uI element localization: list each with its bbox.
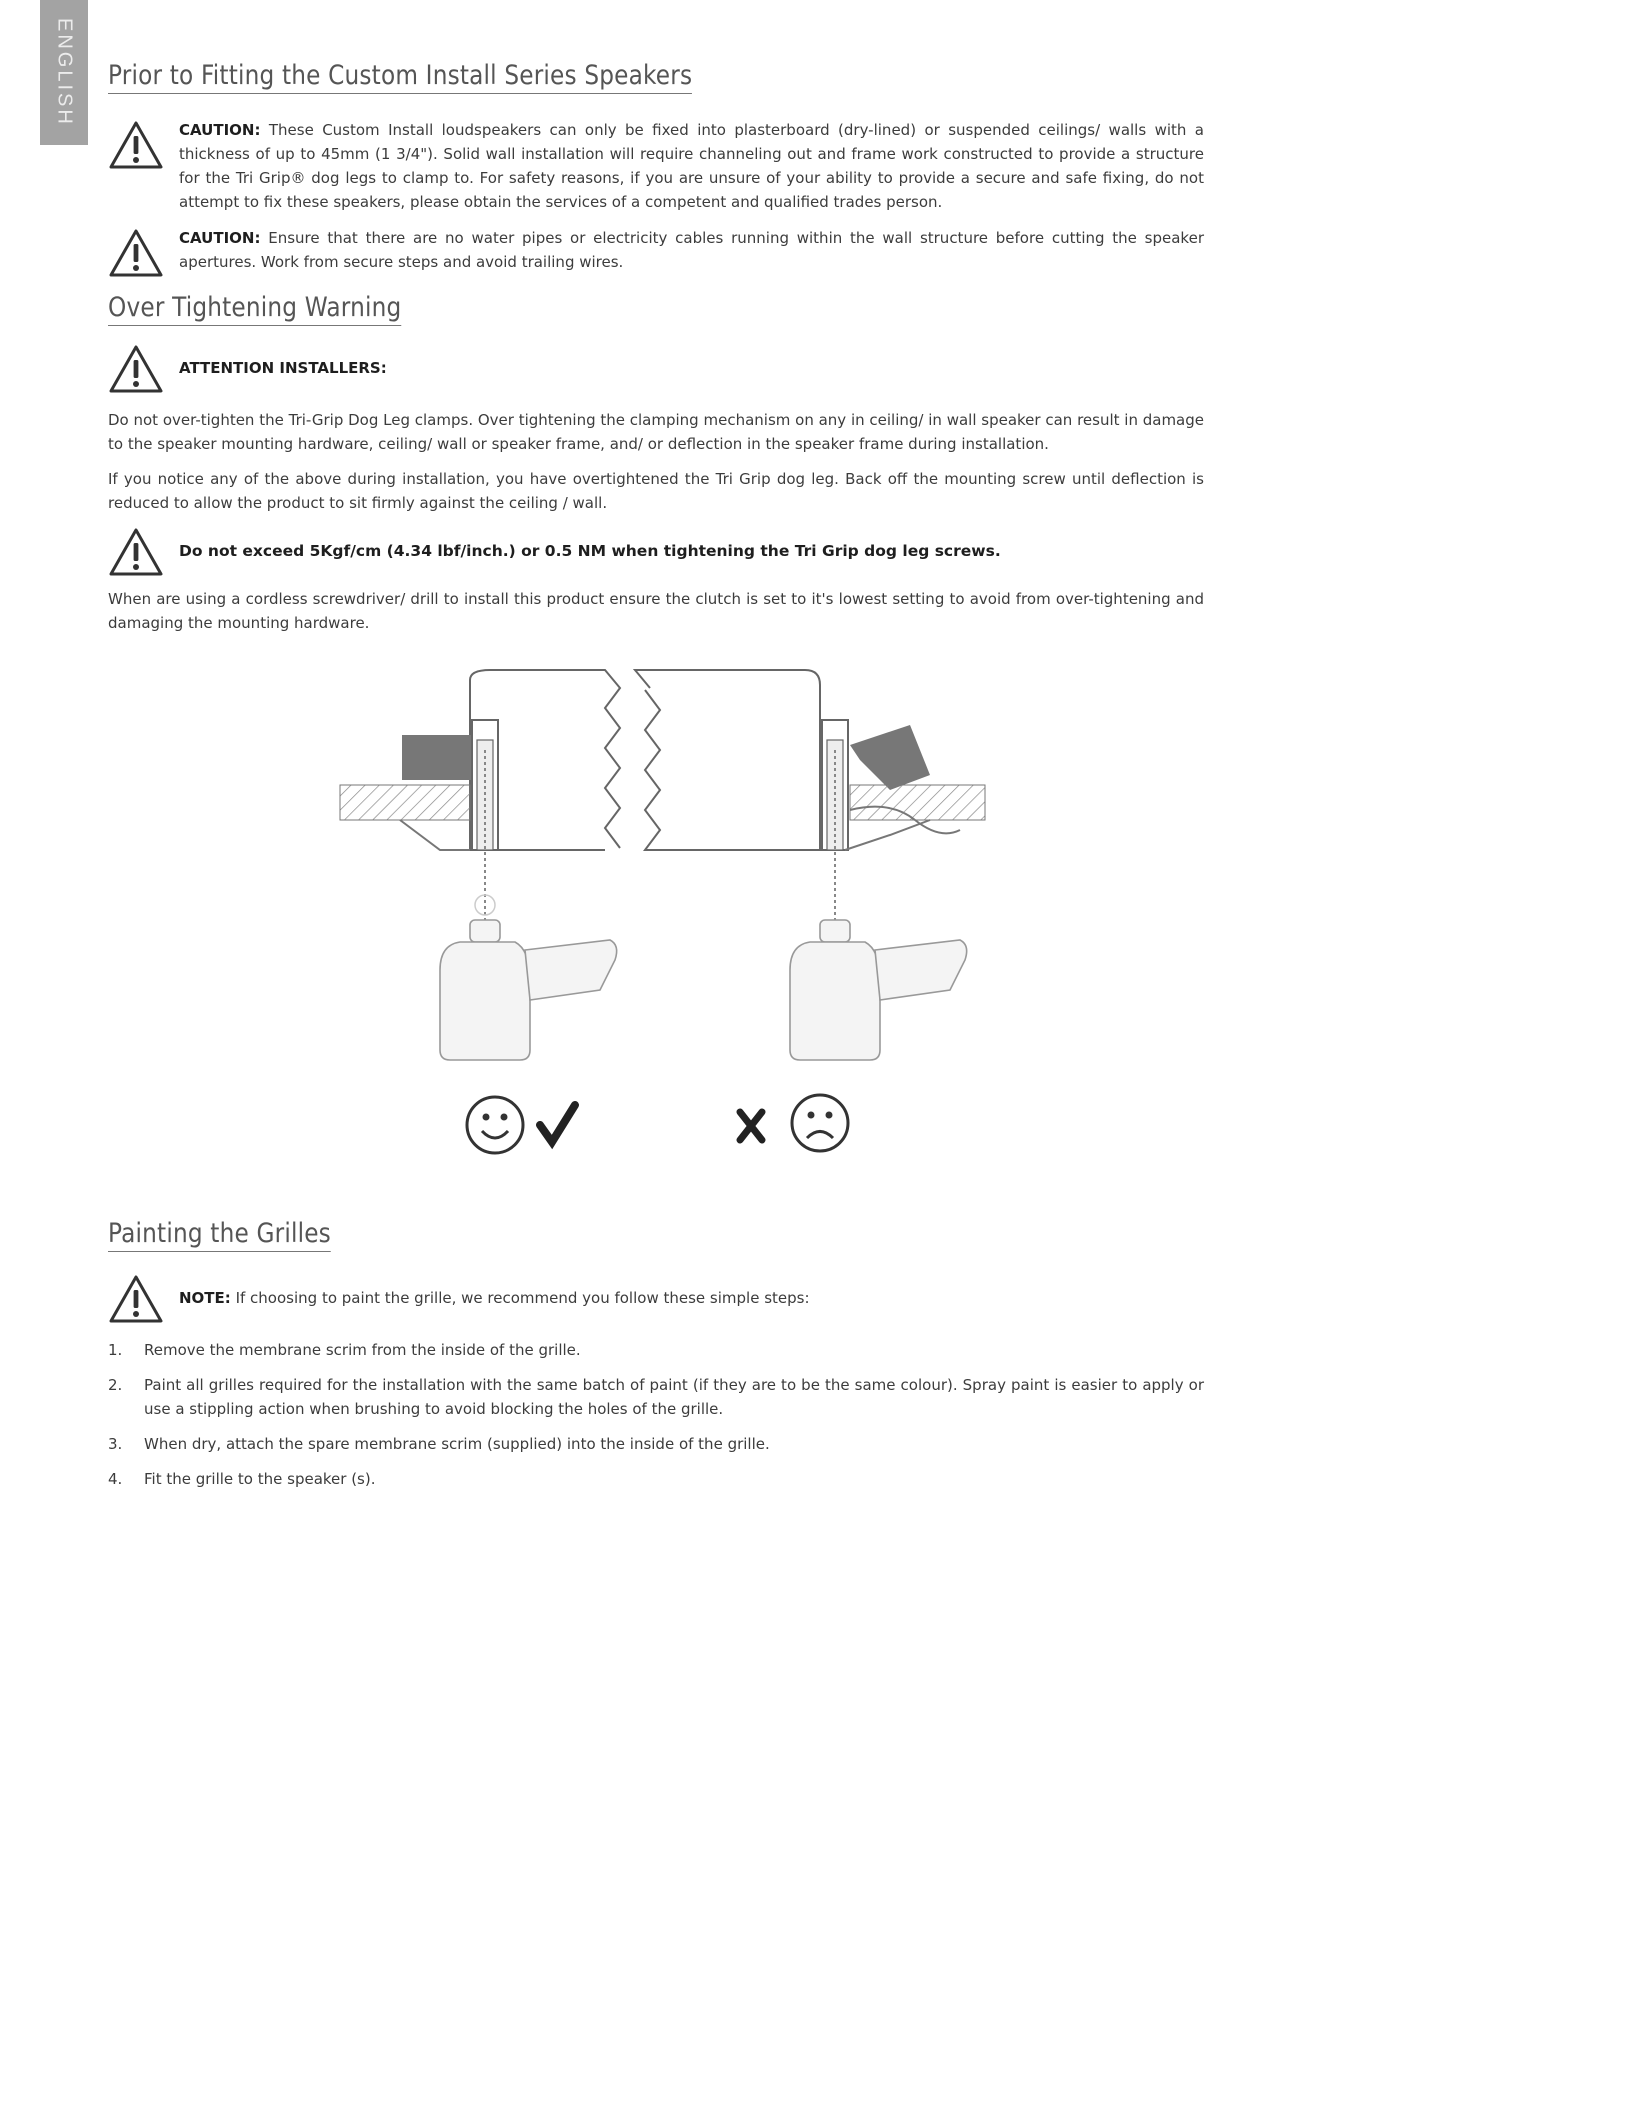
list-item <box>108 1467 1204 1491</box>
warning-triangle-icon <box>108 344 164 394</box>
step-text: Paint all grilles required for the installation with the same batch of paint (if they are to be the same colour). Spray paint is easier to apply or use a stippling action when brushing to avoid blocking the holes of the grille. <box>144 1376 1204 1418</box>
torque-warning-block <box>108 525 1204 577</box>
over-tightening-para-1: Do not over-tighten the Tri-Grip Dog Leg clamps. Over tightening the clamping mechanism on any in ceiling/ in wall speaker can result in damage to the speaker mounting hardware, ceiling/ wall or speaker frame, and/ or deflection in the speaker frame during installation. <box>108 411 1204 453</box>
section-title-painting: Painting the Grilles <box>108 1218 331 1252</box>
language-tab-label: ENGLISH <box>53 18 76 127</box>
attention-installers-label: ATTENTION INSTALLERS: <box>179 359 387 377</box>
language-tab <box>40 0 88 145</box>
note-block <box>108 1272 1204 1324</box>
caution-body: Ensure that there are no water pipes or electricity cables running within the wall structure before cutting the speaker apertures. Work from secure steps and avoid trailing wires. <box>179 229 1204 271</box>
caution-body: These Custom Install loudspeakers can only be fixed into plasterboard (dry-lined) or suspended ceilings/ walls with a thickness of up to 45mm (1 3/4"). Solid wall installation will require channeling out and frame work constructed to provide a structure for the Tri Grip® dog legs to clamp to. For safety reasons, if you are unsure of your ability to provide a secure and safe fixing, do not attempt to fix these speakers, please obtain the services of a competent and qualified trades person. <box>179 121 1204 211</box>
warning-triangle-icon <box>108 527 164 577</box>
smiley-face-icon <box>467 1097 523 1153</box>
step-number: 3. <box>108 1435 123 1453</box>
painting-steps-list <box>108 1338 1204 1491</box>
over-tightening-para-2: If you notice any of the above during installation, you have overtightened the Tri Grip dog leg. Back off the mounting screw until deflection is reduced to allow the product to sit firmly against the ceiling / wall. <box>108 470 1204 512</box>
incorrect-installation-diagram <box>635 670 985 1060</box>
warning-triangle-icon <box>108 228 164 278</box>
step-number: 2. <box>108 1376 123 1394</box>
page-content <box>108 60 1204 635</box>
list-item <box>108 1432 1204 1456</box>
attention-block <box>108 342 1204 394</box>
list-item <box>108 1373 1204 1421</box>
caution-label: CAUTION: <box>179 229 261 247</box>
step-number: 1. <box>108 1341 123 1359</box>
caution-text-2 <box>179 226 1204 274</box>
step-number: 4. <box>108 1470 123 1488</box>
sad-face-icon <box>792 1095 848 1151</box>
warning-triangle-icon <box>108 120 164 170</box>
step-text: When dry, attach the spare membrane scrim (supplied) into the inside of the grille. <box>144 1435 770 1453</box>
caution-label: CAUTION: <box>179 121 261 139</box>
warning-triangle-icon <box>108 1274 164 1324</box>
over-tightening-illustration <box>330 650 990 1170</box>
caution-text-1 <box>179 118 1204 214</box>
torque-warning-text: Do not exceed 5Kgf/cm (4.34 lbf/inch.) or 0.5 NM when tightening the Tri Grip dog leg screws. <box>179 542 1001 560</box>
step-text: Remove the membrane scrim from the inside of the grille. <box>144 1341 581 1359</box>
section-prior-fitting-header <box>108 60 1204 104</box>
step-text: Fit the grille to the speaker (s). <box>144 1470 376 1488</box>
correct-installation-diagram <box>340 670 620 1060</box>
note-body: If choosing to paint the grille, we recommend you follow these simple steps: <box>235 1289 810 1307</box>
note-text <box>179 1286 1204 1310</box>
section-title-prior-fitting: Prior to Fitting the Custom Install Series Speakers <box>108 60 692 94</box>
caution-block-1 <box>108 118 1204 214</box>
painting-section <box>108 1218 1204 1502</box>
caution-block-2 <box>108 226 1204 278</box>
over-tightening-para-3: When are using a cordless screwdriver/ drill to install this product ensure the clutch is set to it's lowest setting to avoid from over-tightening and damaging the mounting hardware. <box>108 590 1204 632</box>
section-painting-header <box>108 1218 1204 1262</box>
attention-label <box>179 356 1204 380</box>
section-over-tightening-header <box>108 292 1204 336</box>
section-title-over-tightening: Over Tightening Warning <box>108 292 401 326</box>
list-item <box>108 1338 1204 1362</box>
cross-icon <box>740 1112 762 1140</box>
note-label: NOTE: <box>179 1289 231 1307</box>
checkmark-icon <box>540 1105 575 1142</box>
